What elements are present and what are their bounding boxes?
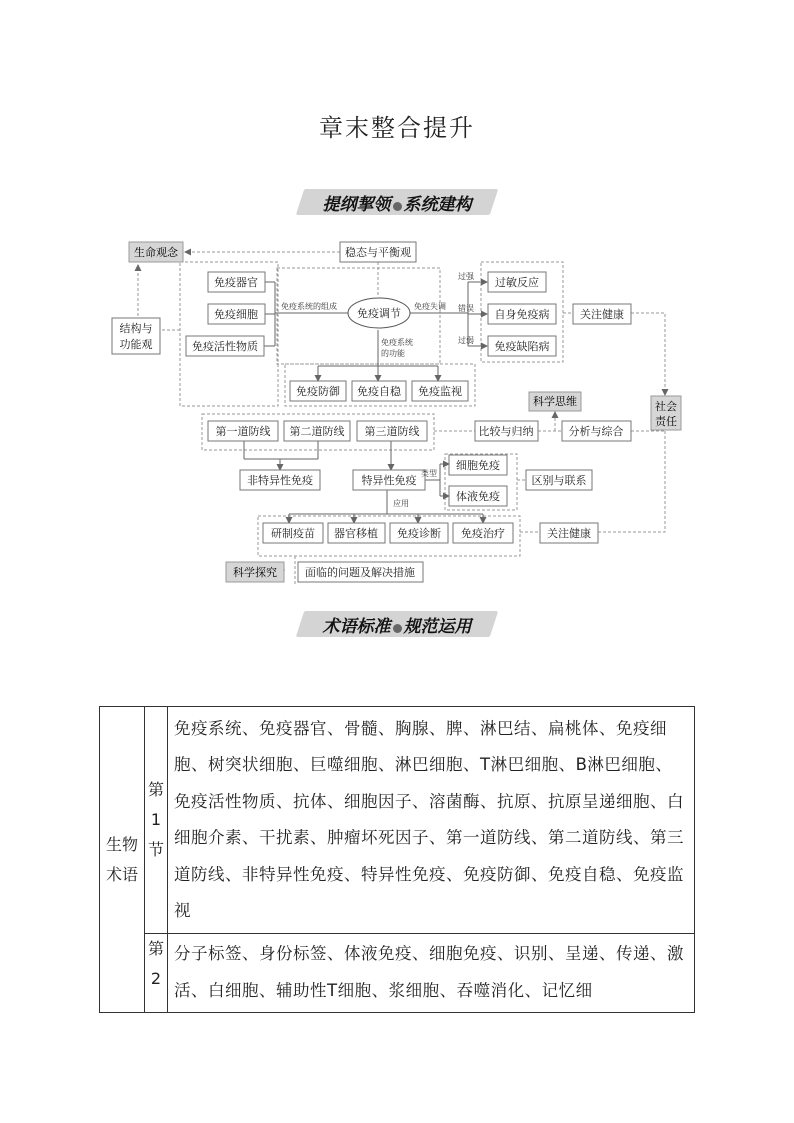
page-title: 章末整合提升 — [319, 114, 475, 142]
specific-text: 特异性免疫 — [361, 474, 417, 487]
nonspecific-text: 非特异性免疫 — [247, 474, 313, 487]
banner-right-text: 规范运用 — [403, 616, 472, 637]
section-banner-terms — [300, 611, 494, 637]
organ-text: 免疫器官 — [214, 276, 258, 289]
section-char: 第 — [147, 939, 164, 958]
disorder-label: 免疫失调 — [414, 302, 446, 311]
autoimmune-text: 自身免疫病 — [494, 308, 550, 321]
type-label: 类型 — [421, 469, 437, 478]
terms-content: 分子标签、身份标签、体液免疫、细胞免疫、识别、呈递、传递、激活、白细胞、辅助性T细胞、浆细胞、吞噬消化、记忆细 — [168, 934, 695, 1013]
line2-text: 第二道防线 — [289, 425, 345, 438]
immunodeficiency-text: 免疫缺陷病 — [494, 340, 550, 353]
cellular-text: 细胞免疫 — [456, 459, 500, 472]
section-char: 2 — [150, 969, 162, 988]
sci-thinking-text: 科学思维 — [533, 395, 577, 408]
apply-label: 应用 — [393, 499, 409, 508]
social-resp-line1: 社会 — [655, 400, 677, 413]
stability-text: 免疫自稳 — [357, 385, 401, 398]
structure-function-line2: 功能观 — [119, 338, 153, 351]
center-text: 免疫调节 — [357, 307, 401, 320]
section-cell — [145, 934, 168, 1013]
cell-text: 免疫细胞 — [214, 308, 258, 321]
transplant-text: 器官移植 — [334, 527, 378, 540]
composition-label: 免疫系统的组成 — [281, 302, 337, 311]
life-view-text: 生命观念 — [134, 246, 178, 259]
too-weak-label: 过弱 — [458, 336, 474, 345]
banner-right-text: 系统建构 — [403, 194, 472, 215]
health2-text: 关注健康 — [547, 527, 591, 540]
section-char: 1 — [150, 810, 162, 829]
humoral-text: 体液免疫 — [456, 490, 500, 503]
error-label: 错误 — [458, 304, 474, 313]
line1-text: 第一道防线 — [215, 425, 271, 438]
terms-content: 免疫系统、免疫器官、骨髓、胸腺、脾、淋巴结、扁桃体、免疫细胞、树突状细胞、巨噬细胞、淋巴细胞、T淋巴细胞、B淋巴细胞、免疫活性物质、抗体、细胞因子、溶菌酶、抗原、抗原呈递细胞、白细胞介素、干扰素、肿瘤坏死因子、第一道防线、第二道防线、第三道防线、非特异性免疫、特异性免疫、免疫防御、免疫自稳、免疫监视 — [168, 707, 695, 934]
distinguish-text: 区别与联系 — [531, 474, 587, 487]
line3-text: 第三道防线 — [364, 425, 420, 438]
sci-inquiry-text: 科学探究 — [233, 566, 277, 579]
vaccine-text: 研制疫苗 — [271, 527, 315, 540]
homeostasis-text: 稳态与平衡观 — [345, 246, 411, 259]
banner-left-text: 术语标准 — [322, 616, 391, 637]
section-cell — [145, 707, 168, 934]
therapy-text: 免疫治疗 — [461, 527, 505, 540]
problems-text: 面临的问题及解决措施 — [305, 566, 415, 579]
function-label-2: 的功能 — [381, 349, 405, 358]
function-label-1: 免疫系统 — [381, 338, 413, 347]
table-row — [100, 934, 695, 1013]
table-row — [100, 707, 695, 934]
category-line: 术语 — [105, 864, 138, 884]
defense-text: 免疫防御 — [296, 385, 340, 398]
compare-text: 比较与归纳 — [478, 425, 534, 438]
section-char: 第 — [147, 780, 164, 799]
social-resp-line2: 责任 — [655, 415, 677, 428]
allergy-text: 过敏反应 — [495, 276, 539, 289]
category-line: 生物 — [105, 834, 138, 854]
terms-table — [99, 706, 695, 1013]
banner-left-text: 提纲挈领 — [322, 194, 391, 215]
too-strong-label: 过强 — [458, 272, 474, 281]
category-cell — [100, 707, 145, 1013]
dot-icon — [393, 202, 402, 211]
structure-function-line1: 结构与 — [119, 322, 153, 335]
surveillance-text: 免疫监视 — [418, 385, 462, 398]
section-char: 节 — [147, 840, 164, 859]
active-substance-text: 免疫活性物质 — [192, 340, 258, 353]
dot-icon — [393, 624, 402, 633]
analysis-text: 分析与综合 — [568, 425, 624, 438]
diagnosis-text: 免疫诊断 — [397, 527, 441, 540]
health1-text: 关注健康 — [580, 308, 624, 321]
